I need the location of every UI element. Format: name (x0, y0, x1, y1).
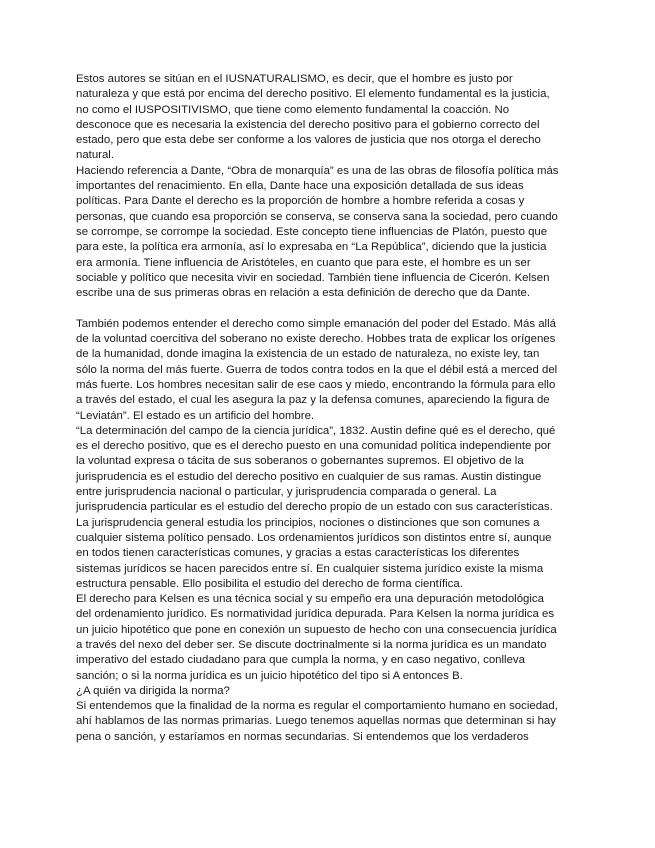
document-body (76, 72, 576, 745)
text-line: se corrompe, se corrompe la sociedad. Este concepto tiene influencias de Platón, puesto que (76, 225, 548, 238)
text-line: no como el IUSPOSITIVISMO, que tiene como elemento fundamental la coacción. No (76, 103, 510, 116)
text-line: natural. (76, 149, 114, 162)
text-line: estructura pensable. Ello posibilita el estudio del derecho de forma científica. (76, 577, 463, 590)
text-line: la voluntad expresa o tácita de sus soberanos o gobernantes supremos. El objetivo de la (76, 455, 524, 468)
text-line: imperativo del estado ciudadano para que cumpla la norma, y en caso negativo, conlleva (76, 654, 525, 667)
text-line: a través del nexo del deber ser. Se discute doctrinalmente si la norma jurídica es un mandato (76, 638, 547, 651)
text-line: personas, que cuando esa proporción se conserva, se conserva sana la sociedad, pero cuando (76, 210, 558, 223)
text-line: estado, pero que esta debe ser conforme a los valores de justicia que nos otorga el derecho (76, 134, 541, 147)
text-line: pena o sanción, y estaríamos en normas secundarias. Si entendemos que los verdaderos (76, 730, 529, 743)
text-line: a través del estado, el cual les asegura la paz y la defensa comunes, apareciendo la figura de (76, 394, 550, 407)
text-line: Si entendemos que la finalidad de la norma es regular el comportamiento humano en sociedad, (76, 700, 558, 713)
text-line: del ordenamiento jurídico. Es normatividad jurídica depurada. Para Kelsen la norma jurídica es (76, 608, 555, 621)
text-line: sociable y político que necesita vivir en sociedad. También tiene influencia de Cicerón. Kelsen (76, 271, 550, 284)
text-line: Haciendo referencia a Dante, “Obra de monarquía” es una de las obras de filosofía política más (76, 164, 559, 177)
text-line: de la voluntad coercitiva del soberano no existe derecho. Hobbes trata de explicar los orígenes (76, 333, 556, 346)
text-line: ¿A quién va dirigida la norma? (76, 684, 230, 697)
text-line: “Leviatán”. El estado es un artificio del hombre. (76, 409, 315, 422)
text-line: cualquier sistema político pensado. Los ordenamientos jurídicos son distintos entre sí, aunque (76, 531, 552, 544)
text-line: es el derecho positivo, que es el derecho puesto en una comunidad política independiente por (76, 440, 551, 453)
text-line: importantes del renacimiento. En ella, Dante hace una exposición detallada de sus ideas (76, 180, 524, 193)
text-line: sistemas jurídicos se hacen parecidos entre sí. En cualquier sistema jurídico existe la misma (76, 562, 544, 575)
text-line: sólo la norma del más fuerte. Guerra de todos contra todos en la que el débil está a merced del (76, 363, 558, 376)
text-line: La jurisprudencia general estudia los principios, nociones o distinciones que son comunes a (76, 516, 540, 529)
paragraph-gap (76, 301, 576, 316)
text-line: También podemos entender el derecho como simple emanación del poder del Estado. Más allá (76, 317, 556, 330)
text-line: era armonía. Tiene influencia de Aristóteles, en cuanto que para este, el hombre es un ser (76, 256, 531, 269)
text-line: de la humanidad, donde imagina la existencia de un estado de naturaleza, no existe ley, tan (76, 348, 540, 361)
text-line: un juicio hipotético que pone en conexión un supuesto de hecho con una consecuencia jurídica (76, 623, 557, 636)
text-line: naturaleza y que está por encima del derecho positivo. El elemento fundamental es la justicia, (76, 88, 550, 101)
text-line: escribe una de sus primeras obras en relación a esta definición de derecho que da Dante. (76, 287, 531, 300)
text-line: desconoce que es necesaria la existencia del derecho positivo para el gobierno correcto del (76, 118, 540, 131)
text-line: para este, la política era armonía, así lo expresaba en “La República”, diciendo que la justicia (76, 241, 547, 254)
text-line: ahí hablamos de las normas primarias. Luego tenemos aquellas normas que determinan si hay (76, 715, 556, 728)
text-line: sanción; o si la norma jurídica es un juicio hipotético del tipo si A entonces B. (76, 669, 463, 682)
text-line: jurisprudencia particular es el estudio del derecho propio de un estado con sus características. (76, 501, 553, 514)
text-line: El derecho para Kelsen es una técnica social y su empeño era una depuración metodológica (76, 593, 544, 606)
text-line: políticas. Para Dante el derecho es la proporción de hombre a hombre referida a cosas y (76, 195, 525, 208)
text-line: en todos tienen características comunes, y gracias a estas características los diferentes (76, 547, 520, 560)
text-line: “La determinación del campo de la ciencia jurídica”, 1832. Austin define qué es el derecho, qué (76, 424, 556, 437)
text-line: entre jurisprudencia nacional o particular, y jurisprudencia comparada o general. La (76, 486, 497, 499)
text-line: Estos autores se sitúan en el IUSNATURALISMO, es decir, que el hombre es justo por (76, 73, 513, 85)
text-line: más fuerte. Los hombres necesitan salir de ese caos y miedo, encontrando la fórmula para ello (76, 378, 556, 391)
text-line: jurisprudencia es el estudio del derecho positivo en cualquier de sus ramas. Austin distingue (76, 470, 542, 483)
